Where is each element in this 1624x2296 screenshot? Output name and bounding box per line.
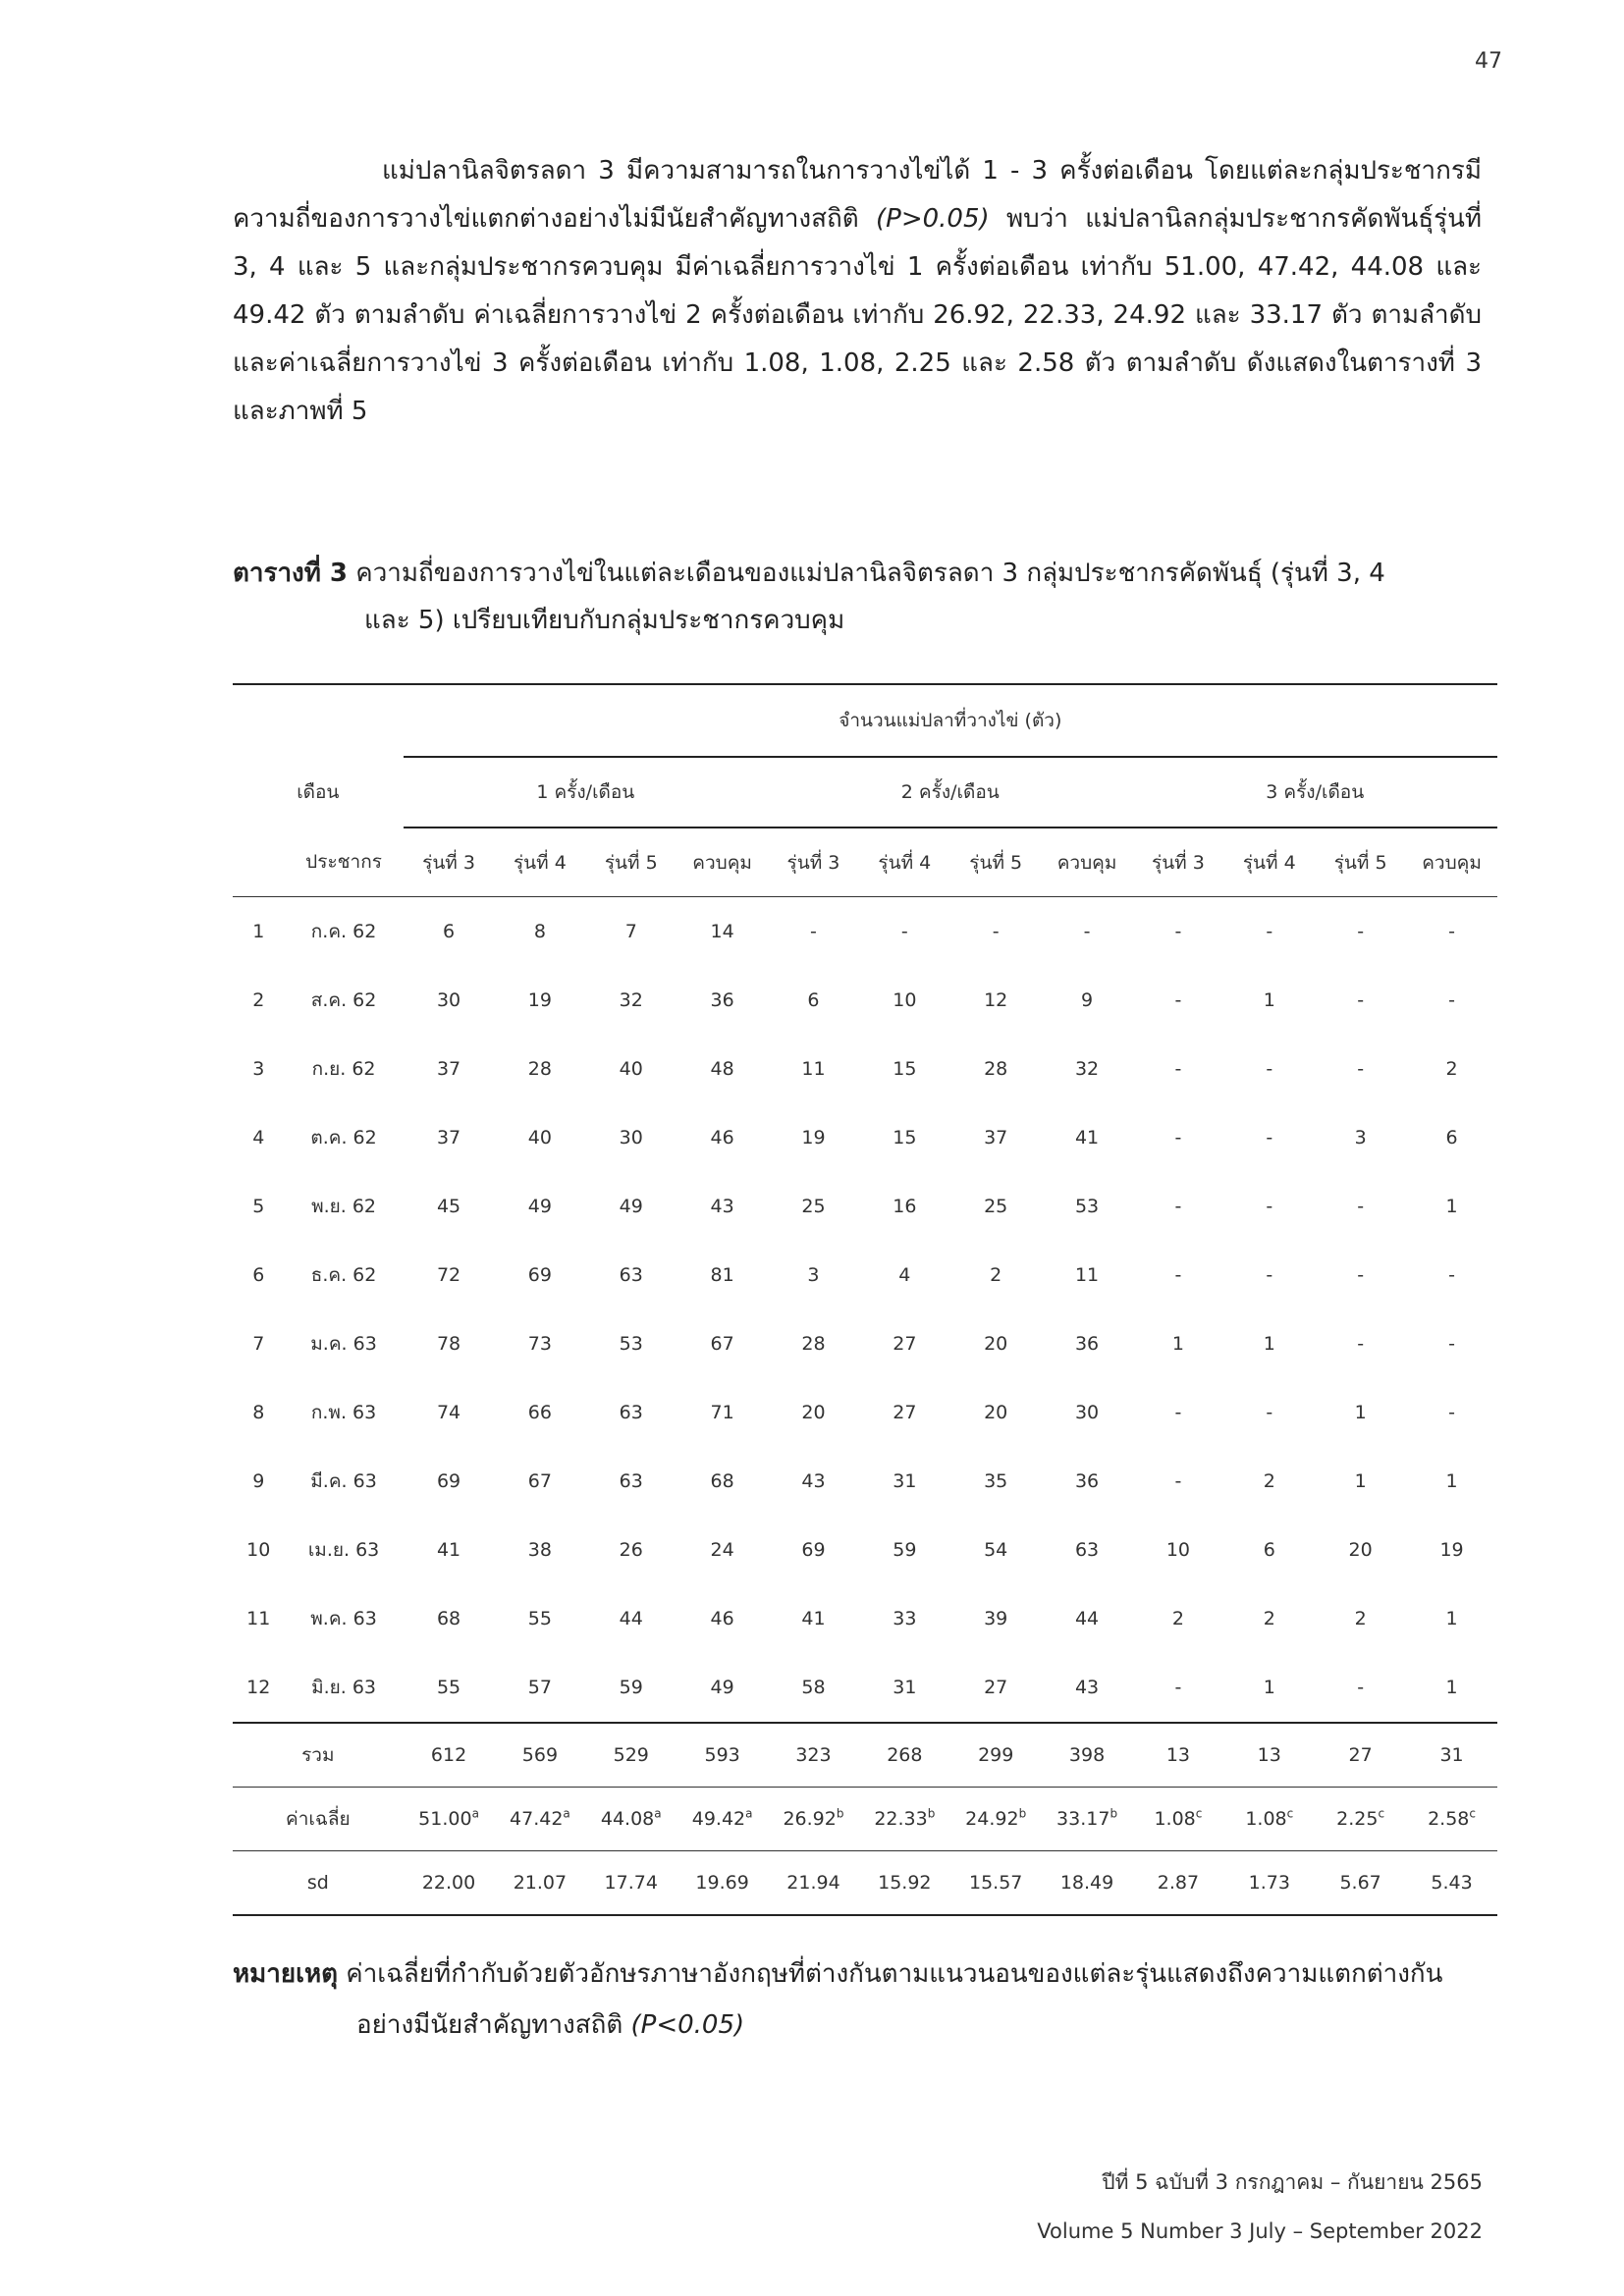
table-row [233, 1103, 1497, 1172]
caption-label: ตารางที่ 3 [233, 559, 349, 588]
row-number: 6 [252, 1264, 265, 1286]
table-cell: - [1174, 1127, 1182, 1148]
row-number: 4 [252, 1127, 265, 1148]
table-cell: 43 [1074, 1677, 1100, 1698]
mean-cell [404, 1788, 495, 1851]
table-cell: 32 [619, 989, 643, 1011]
table-cell: 15 [893, 1058, 917, 1080]
table-cell: 2 [1171, 1608, 1184, 1629]
table-cell: 2 [1445, 1058, 1458, 1080]
mean-cell [1042, 1788, 1133, 1851]
col-header: รุ่นที่ 4 [878, 851, 932, 874]
table-cell: 46 [710, 1127, 734, 1148]
col-header: รุ่นที่ 5 [969, 851, 1023, 874]
caption-text-line2: และ 5) เปรียบเทียบกับกลุ่มประชากรควบคุม [364, 606, 845, 635]
table-caption [233, 550, 1482, 644]
sd-cell: 1.73 [1248, 1872, 1290, 1894]
paragraph-text-1: แม่ปลานิลจิตรลดา 3 มีความสามารถในการวางไข่ได้ 1 - 3 ครั้งต่อเดือน โดยแต่ละกลุ่มประชากรมีความถี่ของการวางไข่แตกต่างอย่างไม่มีนัยสำคัญทางสถิติ [233, 156, 1482, 234]
table-cell: 9 [1081, 989, 1094, 1011]
footer-thai: ปีที่ 5 ฉบับที่ 3 กรกฎาคม – กันยายน 2565 [1102, 2170, 1483, 2194]
table-cell: 19 [801, 1127, 826, 1148]
table-cell: 53 [1074, 1196, 1100, 1217]
mean-cell [585, 1788, 677, 1851]
mean-superscript: c [1286, 1806, 1294, 1821]
mean-cell [950, 1788, 1042, 1851]
mean-superscript: b [836, 1806, 844, 1821]
table-cell: 8 [533, 921, 546, 942]
total-cell: 529 [613, 1744, 649, 1766]
table-cell: - [1357, 1333, 1365, 1355]
table-cell: 20 [984, 1402, 1008, 1423]
table-body [233, 897, 1497, 1724]
table-cell: - [1357, 1196, 1365, 1217]
table-note [233, 1949, 1509, 2051]
table-cell: 63 [619, 1402, 643, 1423]
table-row [233, 897, 1497, 967]
table-cell: 28 [801, 1333, 826, 1355]
table-cell: 67 [710, 1333, 734, 1355]
mean-value: 1.08 [1154, 1808, 1196, 1830]
col-header: รุ่นที่ 3 [1151, 851, 1205, 874]
header-month: เดือน [297, 781, 340, 803]
sd-cell: 17.74 [604, 1872, 658, 1894]
table-cell: 11 [801, 1058, 826, 1080]
table-cell: 20 [984, 1333, 1008, 1355]
mean-superscript: c [1378, 1806, 1385, 1821]
table-cell: 69 [436, 1470, 461, 1492]
table-cell: 73 [527, 1333, 552, 1355]
mean-cell [1406, 1788, 1497, 1851]
data-table [233, 683, 1497, 1916]
table-cell: - [1357, 921, 1365, 942]
table-row [233, 1516, 1497, 1584]
mean-value: 26.92 [783, 1808, 837, 1830]
col-header: ควบคุม [692, 851, 752, 874]
table-row [233, 1584, 1497, 1653]
row-number: 9 [252, 1470, 265, 1492]
table-cell: - [1174, 1470, 1182, 1492]
table-cell: 58 [801, 1677, 826, 1698]
table-cell: 68 [710, 1470, 734, 1492]
table-cell: 28 [984, 1058, 1008, 1080]
mean-cell [677, 1788, 768, 1851]
table-cell: - [1357, 989, 1365, 1011]
table-cell: - [1266, 1127, 1273, 1148]
mean-value: 33.17 [1056, 1808, 1110, 1830]
table-row [233, 1653, 1497, 1723]
table-cell: 2 [990, 1264, 1002, 1286]
table-cell: - [1174, 989, 1182, 1011]
table-cell: 49 [619, 1196, 643, 1217]
table-cell: 15 [893, 1127, 917, 1148]
table-cell: 36 [710, 989, 734, 1011]
table-cell: 12 [984, 989, 1008, 1011]
table-cell: 19 [527, 989, 552, 1011]
sd-cell: 19.69 [695, 1872, 749, 1894]
paragraph-stat: (P>0.05) [876, 204, 990, 234]
table-cell: 6 [1263, 1539, 1275, 1561]
col-header: ควบคุม [1056, 851, 1117, 874]
header-group-3: 3 ครั้ง/เดือน [1132, 757, 1497, 828]
mean-cell [859, 1788, 950, 1851]
table-cell: 40 [619, 1058, 643, 1080]
table-cell: 37 [984, 1127, 1008, 1148]
table-cell: 67 [527, 1470, 552, 1492]
mean-superscript: c [1469, 1806, 1476, 1821]
mean-superscript: a [745, 1806, 753, 1821]
sd-cell: 21.94 [786, 1872, 840, 1894]
col-header: รุ่นที่ 4 [513, 851, 567, 874]
table-cell: 37 [436, 1127, 461, 1148]
sd-cell: 18.49 [1059, 1872, 1114, 1894]
table-cell: - [1266, 1196, 1273, 1217]
table-cell: 44 [619, 1608, 643, 1629]
table-cell: 30 [436, 989, 461, 1011]
table-cell: 32 [1074, 1058, 1100, 1080]
row-number: 2 [252, 989, 265, 1011]
table-cell: - [992, 921, 1000, 942]
table-cell: 66 [527, 1402, 552, 1423]
table-cell: - [1266, 1058, 1273, 1080]
header-blank [233, 684, 404, 757]
table-cell: 14 [710, 921, 734, 942]
table-cell: 41 [436, 1539, 461, 1561]
table-cell: - [1174, 1402, 1182, 1423]
mean-cell [768, 1788, 859, 1851]
table-cell: 20 [801, 1402, 826, 1423]
table-cell: 53 [619, 1333, 643, 1355]
table-cell: - [1448, 989, 1455, 1011]
table-cell: 28 [527, 1058, 552, 1080]
table-cell: 1 [1445, 1608, 1458, 1629]
caption-text-line1: ความถี่ของการวางไข่ในแต่ละเดือนของแม่ปลานิลจิตรลดา 3 กลุ่มประชากรคัดพันธุ์ (รุ่นที่ 3, 4 [348, 559, 1385, 588]
table-cell: 44 [1074, 1608, 1100, 1629]
row-number: 8 [252, 1402, 265, 1423]
table-cell: 7 [624, 921, 637, 942]
sd-cell: 5.67 [1339, 1872, 1381, 1894]
table-cell: 1 [1445, 1196, 1458, 1217]
table-cell: 59 [619, 1677, 643, 1698]
col-header: ควบคุม [1422, 851, 1482, 874]
note-text-line2: อย่างมีนัยสำคัญทางสถิติ [356, 2010, 631, 2040]
table-cell: 1 [1354, 1470, 1367, 1492]
table-cell: 40 [527, 1127, 552, 1148]
total-cell: 27 [1348, 1744, 1373, 1766]
col-header: รุ่นที่ 3 [422, 851, 475, 874]
table-cell: 55 [436, 1677, 461, 1698]
table-cell: 10 [893, 989, 917, 1011]
note-label: หมายเหตุ [233, 1959, 339, 1989]
page-number: 47 [1475, 49, 1502, 74]
mean-superscript: a [471, 1806, 479, 1821]
table-cell: 49 [527, 1196, 552, 1217]
row-month: เม.ย. 63 [307, 1539, 380, 1561]
mean-value: 22.33 [874, 1808, 928, 1830]
table-cell: 3 [807, 1264, 820, 1286]
table-cell: 43 [710, 1196, 734, 1217]
row-month: พ.ย. 62 [311, 1196, 377, 1217]
mean-superscript: a [654, 1806, 662, 1821]
col-header: รุ่นที่ 5 [604, 851, 658, 874]
table-cell: 72 [436, 1264, 461, 1286]
total-cell: 569 [521, 1744, 559, 1766]
mean-superscript: c [1195, 1806, 1203, 1821]
table-cell: 10 [1165, 1539, 1190, 1561]
table-cell: 6 [807, 989, 820, 1011]
mean-label: ค่าเฉลี่ย [286, 1808, 351, 1830]
table-cell: 68 [436, 1608, 461, 1629]
row-month: พ.ค. 63 [310, 1608, 377, 1629]
table-cell: 31 [893, 1470, 917, 1492]
table-cell: - [810, 921, 817, 942]
table-cell: 71 [710, 1402, 734, 1423]
table-cell: 1 [1263, 1677, 1275, 1698]
table-cell: - [1448, 1402, 1455, 1423]
table-cell: 24 [710, 1539, 734, 1561]
table-cell: 1 [1354, 1402, 1367, 1423]
table-cell: 54 [984, 1539, 1008, 1561]
table-cell: 59 [893, 1539, 917, 1561]
row-number: 3 [252, 1058, 265, 1080]
table-cell: 3 [1354, 1127, 1367, 1148]
table-cell: - [1357, 1677, 1365, 1698]
total-cell: 323 [795, 1744, 832, 1766]
mean-cell [1223, 1788, 1315, 1851]
table-cell: 36 [1074, 1470, 1100, 1492]
table-cell: 19 [1439, 1539, 1464, 1561]
mean-value: 44.08 [600, 1808, 655, 1830]
table-cell: - [1174, 1196, 1182, 1217]
mean-superscript: b [1110, 1806, 1118, 1821]
total-row [233, 1723, 1497, 1788]
table-cell: - [1448, 1333, 1455, 1355]
table-cell: 55 [527, 1608, 552, 1629]
sd-cell: 21.07 [513, 1872, 568, 1894]
table-cell: 33 [893, 1608, 917, 1629]
mean-row [233, 1788, 1497, 1851]
row-number: 12 [246, 1677, 271, 1698]
sd-cell: 5.43 [1431, 1872, 1473, 1894]
table-cell: 37 [436, 1058, 461, 1080]
table-row [233, 1447, 1497, 1516]
mean-value: 2.58 [1428, 1808, 1470, 1830]
table-cell: - [1448, 1264, 1455, 1286]
mean-cell [494, 1788, 585, 1851]
table-cell: 11 [1074, 1264, 1100, 1286]
mean-superscript: a [563, 1806, 570, 1821]
mean-superscript: b [927, 1806, 936, 1821]
header-population: ประชากร [305, 851, 382, 873]
mean-value: 51.00 [418, 1808, 472, 1830]
mean-superscript: b [1018, 1806, 1027, 1821]
row-month: ส.ค. 62 [310, 989, 377, 1011]
sd-cell: 15.57 [968, 1872, 1023, 1894]
row-number: 5 [252, 1196, 265, 1217]
table-cell: - [900, 921, 908, 942]
table-cell: 49 [710, 1677, 734, 1698]
row-month: ก.ค. 62 [310, 921, 377, 942]
total-label: รวม [301, 1744, 335, 1766]
total-cell: 268 [887, 1744, 923, 1766]
table-cell: 43 [801, 1470, 826, 1492]
mean-cell [1132, 1788, 1223, 1851]
note-text-line1: ค่าเฉลี่ยที่กำกับด้วยตัวอักษรภาษาอังกฤษที่ต่างกันตามแนวนอนของแต่ละรุ่นแสดงถึงความแตกต่างกัน [338, 1959, 1443, 1989]
table-cell: 16 [893, 1196, 917, 1217]
table-cell: 2 [1263, 1470, 1275, 1492]
row-month: ม.ค. 63 [310, 1333, 377, 1355]
mean-value: 47.42 [510, 1808, 564, 1830]
table-cell: 63 [619, 1470, 643, 1492]
table-cell: - [1174, 1677, 1182, 1698]
row-month: มี.ค. 63 [310, 1470, 377, 1492]
table-row [233, 1378, 1497, 1447]
table-cell: 2 [1354, 1608, 1367, 1629]
table-cell: 6 [1445, 1127, 1458, 1148]
table-cell: 38 [527, 1539, 552, 1561]
total-cell: 31 [1439, 1744, 1464, 1766]
total-cell: 13 [1257, 1744, 1281, 1766]
table-cell: 26 [619, 1539, 643, 1561]
sd-cell: 2.87 [1157, 1872, 1200, 1894]
table-cell: 4 [898, 1264, 911, 1286]
sd-row [233, 1851, 1497, 1916]
mean-value: 24.92 [965, 1808, 1019, 1830]
table-cell: - [1357, 1264, 1365, 1286]
table-cell: 1 [1445, 1677, 1458, 1698]
table-cell: 1 [1171, 1333, 1184, 1355]
table-cell: 57 [527, 1677, 552, 1698]
footer [1037, 2158, 1483, 2256]
table-row [233, 1241, 1497, 1309]
table-cell: 41 [1074, 1127, 1100, 1148]
header-group-1: 1 ครั้ง/เดือน [404, 757, 768, 828]
table-cell: 46 [710, 1608, 734, 1629]
row-month: ก.พ. 63 [310, 1402, 377, 1423]
table-cell: 31 [893, 1677, 917, 1698]
note-stat: (P<0.05) [630, 2010, 745, 2040]
note-text-line2-wrap [233, 2000, 1509, 2051]
table-cell: 39 [984, 1608, 1008, 1629]
table-cell: 30 [1074, 1402, 1100, 1423]
table-cell: 45 [436, 1196, 461, 1217]
table-cell: 41 [801, 1608, 826, 1629]
table-cell: 63 [1074, 1539, 1100, 1561]
col-header: รุ่นที่ 3 [786, 851, 840, 874]
table-cell: 1 [1263, 989, 1275, 1011]
row-month: ก.ย. 62 [311, 1058, 376, 1080]
total-cell: 398 [1068, 1744, 1106, 1766]
table-cell: 30 [619, 1127, 643, 1148]
table-cell: - [1357, 1058, 1365, 1080]
col-header: รุ่นที่ 4 [1242, 851, 1296, 874]
mean-value: 49.42 [691, 1808, 746, 1830]
row-number: 1 [252, 921, 265, 942]
table-cell: 63 [619, 1264, 643, 1286]
sd-cell: 22.00 [421, 1872, 476, 1894]
table-cell: - [1266, 1264, 1273, 1286]
total-cell: 612 [430, 1744, 467, 1766]
table-cell: - [1174, 921, 1182, 942]
table-cell: 27 [893, 1333, 917, 1355]
table-row [233, 1035, 1497, 1103]
table-cell: 2 [1263, 1608, 1275, 1629]
table-cell: - [1174, 1058, 1182, 1080]
table-cell: 36 [1074, 1333, 1100, 1355]
table-cell: 27 [893, 1402, 917, 1423]
table-row [233, 966, 1497, 1035]
table-cell: 74 [436, 1402, 461, 1423]
body-paragraph [233, 147, 1482, 436]
mean-value: 2.25 [1336, 1808, 1379, 1830]
table-cell: 27 [984, 1677, 1008, 1698]
table-cell: 6 [442, 921, 456, 942]
row-number: 7 [252, 1333, 265, 1355]
header-eggs-count: จำนวนแม่ปลาที่วางไข่ (ตัว) [404, 684, 1497, 757]
header-group-2: 2 ครั้ง/เดือน [768, 757, 1132, 828]
table-cell: - [1266, 921, 1273, 942]
row-number: 11 [246, 1608, 271, 1629]
table-cell: 69 [527, 1264, 552, 1286]
paragraph-text-2: พบว่า แม่ปลานิลกลุ่มประชากรคัดพันธุ์รุ่นที่ 3, 4 และ 5 และกลุ่มประชากรควบคุม มีค่าเฉลี่ยการวางไข่ 1 ครั้งต่อเดือน เท่ากับ 51.00, 47.42, 44.08 และ 49.42 ตัว ตามลำดับ ค่าเฉลี่ยการวางไข่ 2 ครั้งต่อเดือน เท่ากับ 26.92, 22.33, 24.92 และ 33.17 ตัว ตามลำดับ และค่าเฉลี่ยการวางไข่ 3 ครั้งต่อเดือน เท่ากับ 1.08, 1.08, 2.25 และ 2.58 ตัว ตามลำดับ ดังแสดงในตารางที่ 3 และภาพที่ 5 [233, 204, 1482, 426]
table-cell: 1 [1263, 1333, 1275, 1355]
table-cell: 20 [1348, 1539, 1373, 1561]
row-month: ธ.ค. 62 [310, 1264, 377, 1286]
total-cell: 593 [704, 1744, 740, 1766]
table-row [233, 1172, 1497, 1241]
table-cell: 1 [1445, 1470, 1458, 1492]
row-number: 10 [246, 1539, 271, 1561]
table-cell: - [1266, 1402, 1273, 1423]
table-cell: 25 [801, 1196, 826, 1217]
total-cell: 299 [978, 1744, 1014, 1766]
table-cell: - [1174, 1264, 1182, 1286]
table-row [233, 1309, 1497, 1378]
table-cell: 25 [984, 1196, 1008, 1217]
footer-english: Volume 5 Number 3 July – September 2022 [1037, 2219, 1483, 2243]
table-cell: - [1448, 921, 1455, 942]
row-month: มิ.ย. 63 [311, 1677, 377, 1698]
table-cell: 69 [801, 1539, 826, 1561]
mean-cell [1315, 1788, 1406, 1851]
table-cell: 78 [436, 1333, 461, 1355]
sd-label: sd [306, 1872, 329, 1894]
total-cell: 13 [1165, 1744, 1190, 1766]
table-cell: 81 [710, 1264, 734, 1286]
table-cell: 35 [984, 1470, 1008, 1492]
table-cell: - [1083, 921, 1091, 942]
row-month: ต.ค. 62 [310, 1127, 377, 1148]
table-cell: 48 [710, 1058, 734, 1080]
sd-cell: 15.92 [878, 1872, 932, 1894]
mean-value: 1.08 [1245, 1808, 1287, 1830]
col-header: รุ่นที่ 5 [1333, 851, 1387, 874]
